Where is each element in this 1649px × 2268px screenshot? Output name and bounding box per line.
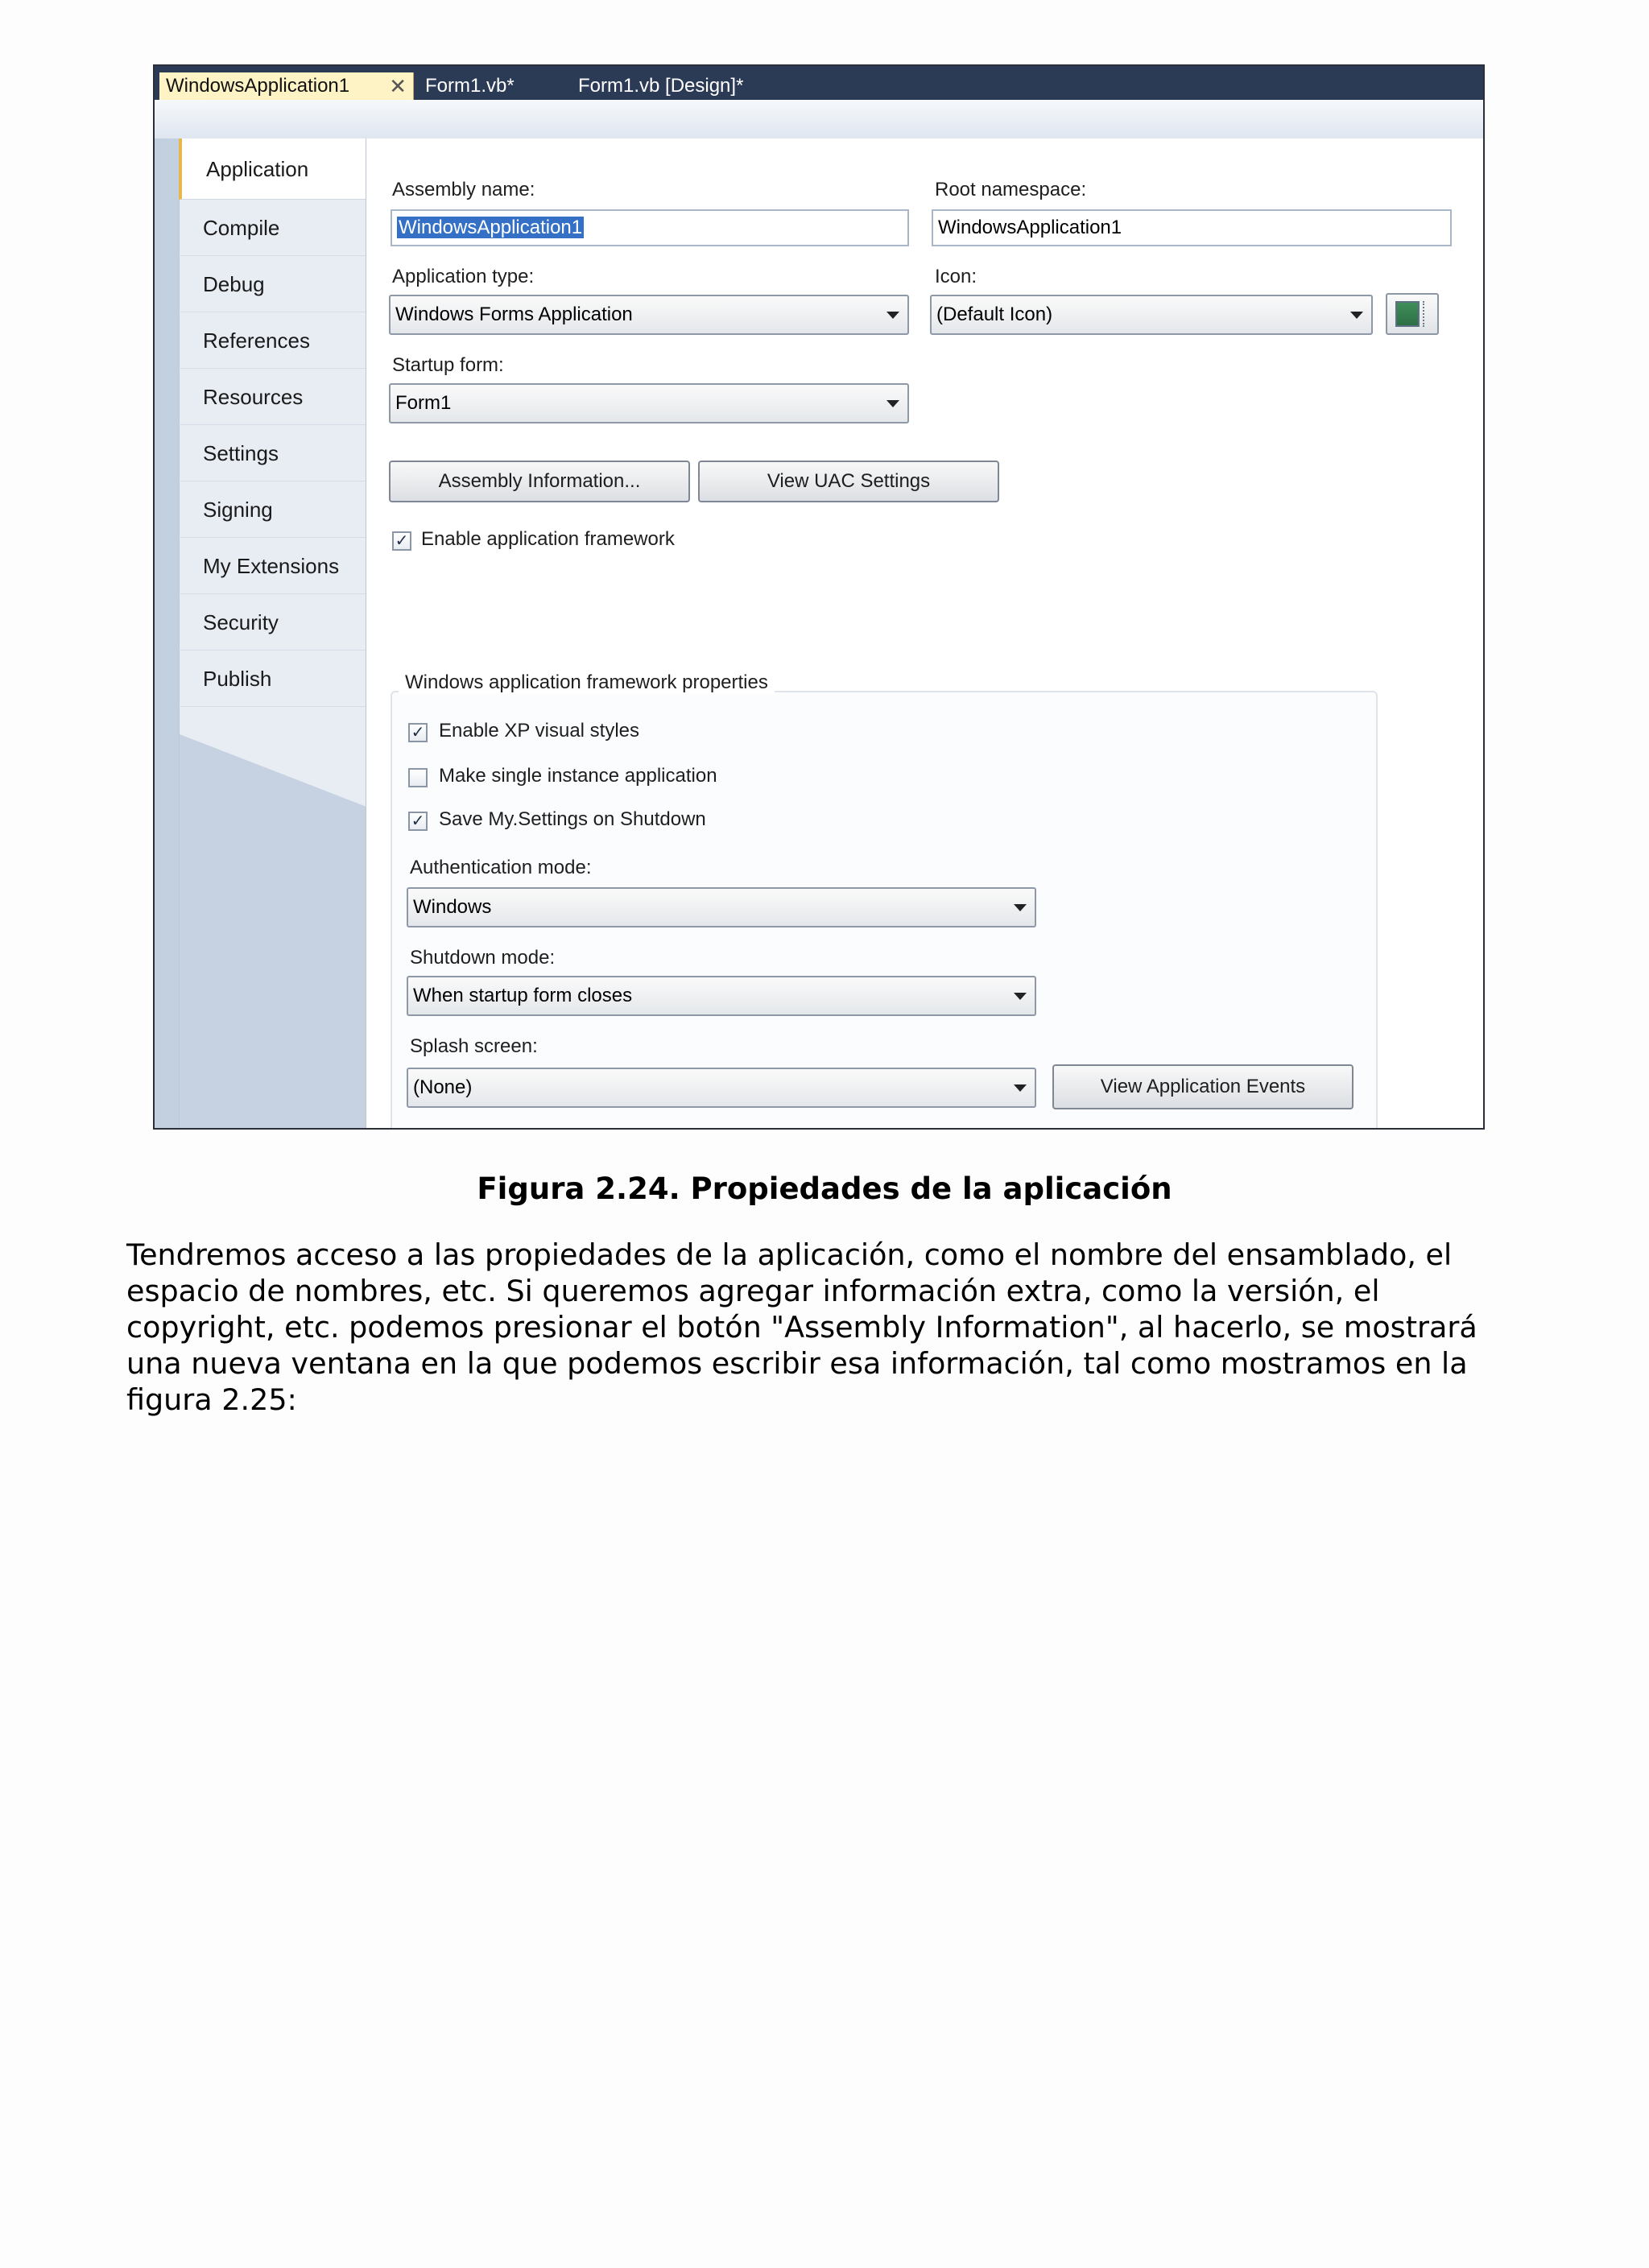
enable-xp-styles-label: Enable XP visual styles <box>439 720 640 742</box>
sidebar-item-resources[interactable]: Resources <box>179 369 366 425</box>
application-page <box>366 138 1483 1128</box>
assembly-information-button[interactable]: Assembly Information... <box>389 461 690 502</box>
shutdown-mode-select[interactable] <box>407 976 1036 1016</box>
chevron-down-icon <box>1014 1084 1027 1092</box>
paragraph-line: Tendremos acceso a las propiedades de la aplicación, como el nombre del ensamblado, el <box>126 1237 1453 1272</box>
paragraph-line: copyright, etc. podemos presionar el botón "Assembly Information", al hacerlo, se mostrará <box>126 1310 1477 1345</box>
paragraph-line: una nueva ventana en la que podemos escribir esa información, tal como mostramos en la <box>126 1346 1468 1381</box>
icon-browse-button[interactable] <box>1386 293 1439 335</box>
chevron-down-icon <box>1014 904 1027 911</box>
body-paragraph <box>126 1237 1527 1418</box>
authentication-mode-label: Authentication mode: <box>410 857 592 878</box>
icon-select[interactable] <box>930 295 1373 335</box>
application-type-value: Windows Forms Application <box>395 304 633 325</box>
splash-screen-select[interactable] <box>407 1068 1036 1108</box>
toolbar-band <box>155 100 1483 139</box>
shutdown-mode-value: When startup form closes <box>413 985 633 1006</box>
paragraph-line: figura 2.25: <box>126 1382 297 1417</box>
shutdown-mode-label: Shutdown mode: <box>410 947 556 969</box>
project-properties-screenshot <box>153 64 1485 1130</box>
document-tab-strip <box>155 66 1483 100</box>
tab-form1-vb-design[interactable]: Form1.vb [Design]* <box>578 75 744 97</box>
tab-label: WindowsApplication1 <box>166 75 350 97</box>
application-type-label: Application type: <box>392 266 535 287</box>
icon-value: (Default Icon) <box>936 304 1053 325</box>
close-icon[interactable]: ✕ <box>389 74 407 98</box>
assembly-name-label: Assembly name: <box>392 179 535 200</box>
sidebar-item-settings[interactable]: Settings <box>179 425 366 481</box>
chevron-down-icon <box>886 312 899 319</box>
startup-form-select[interactable] <box>389 383 909 423</box>
root-namespace-input[interactable]: WindowsApplication1 <box>932 209 1452 246</box>
sidebar-item-debug[interactable]: Debug <box>179 256 366 312</box>
assembly-name-input[interactable] <box>391 209 909 246</box>
view-application-events-button[interactable]: View Application Events <box>1052 1064 1354 1109</box>
sidebar-tail <box>180 734 366 1128</box>
sidebar-item-publish[interactable]: Publish <box>179 651 366 707</box>
icon-label: Icon: <box>935 266 977 287</box>
framework-properties-title: Windows application framework properties <box>399 671 775 694</box>
paragraph-line: espacio de nombres, etc. Si queremos agregar información extra, como la versión, el <box>126 1274 1380 1308</box>
startup-form-value: Form1 <box>395 392 452 414</box>
splash-screen-label: Splash screen: <box>410 1035 538 1057</box>
chevron-down-icon <box>1014 993 1027 1000</box>
single-instance-label: Make single instance application <box>439 765 717 787</box>
chevron-down-icon <box>886 400 899 407</box>
authentication-mode-select[interactable] <box>407 887 1036 927</box>
tab-windowsapplication1[interactable] <box>159 72 414 100</box>
enable-xp-styles-checkbox[interactable]: ✓ <box>408 723 428 742</box>
sidebar-item-my-extensions[interactable]: My Extensions <box>179 538 366 594</box>
sidebar-item-security[interactable]: Security <box>179 594 366 651</box>
figure-caption: Figura 2.24. Propiedades de la aplicación <box>477 1171 1172 1206</box>
chevron-down-icon <box>1350 312 1363 319</box>
splash-screen-value: (None) <box>413 1076 473 1098</box>
dotted-edge-icon <box>1423 301 1432 327</box>
save-settings-label: Save My.Settings on Shutdown <box>439 808 706 830</box>
startup-form-label: Startup form: <box>392 354 504 376</box>
sidebar-item-references[interactable]: References <box>179 312 366 369</box>
view-uac-settings-button[interactable]: View UAC Settings <box>698 461 999 502</box>
sidebar-item-application[interactable]: Application <box>179 138 366 200</box>
root-namespace-label: Root namespace: <box>935 179 1087 200</box>
application-type-select[interactable] <box>389 295 909 335</box>
tab-form1-vb[interactable]: Form1.vb* <box>425 75 515 97</box>
single-instance-checkbox[interactable] <box>408 768 428 787</box>
enable-framework-label: Enable application framework <box>421 528 675 550</box>
enable-framework-checkbox[interactable]: ✓ <box>392 531 411 551</box>
authentication-mode-value: Windows <box>413 896 492 918</box>
sidebar-item-compile[interactable]: Compile <box>179 200 366 256</box>
save-settings-checkbox[interactable]: ✓ <box>408 812 428 831</box>
sidebar-item-signing[interactable]: Signing <box>179 481 366 538</box>
assembly-name-selected-text: WindowsApplication1 <box>399 217 583 238</box>
app-icon-preview-icon <box>1395 301 1420 327</box>
